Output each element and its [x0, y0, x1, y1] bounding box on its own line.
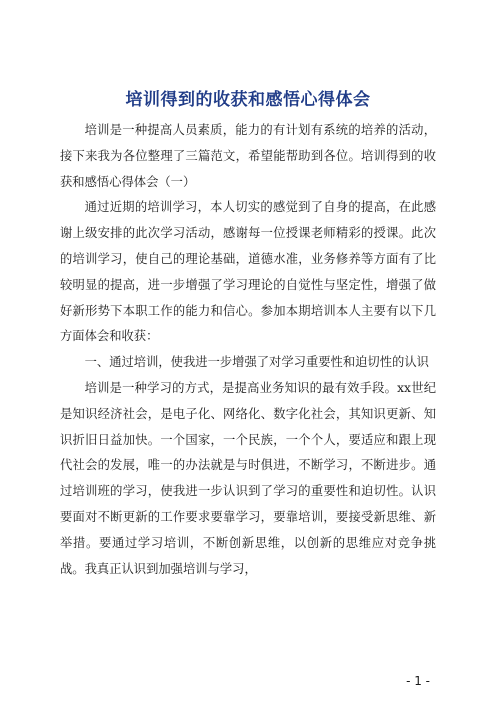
paragraph-gains: 通过近期的培训学习，本人切实的感觉到了自身的提高，在此感谢上级安排的此次学习活动，感谢每一位授课老师精彩的授课。此次的培训学习，使自己的理论基础，道德水准，业务修养等方面有了比较明显的提高，进一步增强了学习理论的自觉性与坚定性，增强了做好新形势下本职工作的能力和信心。参加本期培训本人主要有以下几方面体会和收获：: [60, 200, 436, 344]
page-number: - 1 -: [406, 674, 430, 688]
paragraph-intro: 培训是一种提高人员素质，能力的有计划有系统的培养的活动，接下来我为各位整理了三篇范文，希望能帮助到各位。培训得到的收获和感悟心得体会（一）: [60, 123, 436, 189]
document-title: 培训得到的收获和感悟心得体会: [125, 90, 371, 110]
section-heading-1: 一、通过培训，使我进一步增强了对学习重要性和迫切性的认识: [84, 355, 429, 370]
document-body: [60, 118, 436, 582]
paragraph-learning: 培训是一种学习的方式，是提高业务知识的最有效手段。xx世纪是知识经济社会，是电子化、网络化、数字化社会，其知识更新、知识折旧日益加快。一个国家，一个民族，一个个人，要适应和跟上现代社会的发展，唯一的办法就是与时俱进，不断学习，不断进步。通过培训班的学习，使我进一步认识到了学习的重要性和迫切性。认识要面对不断更新的工作要求要靠学习，要靠培训，要接受新思维、新举措。要通过学习培训，不断创新思维，以创新的思维应对竞争挑战。我真正认识到加强培训与学习，: [60, 380, 436, 576]
